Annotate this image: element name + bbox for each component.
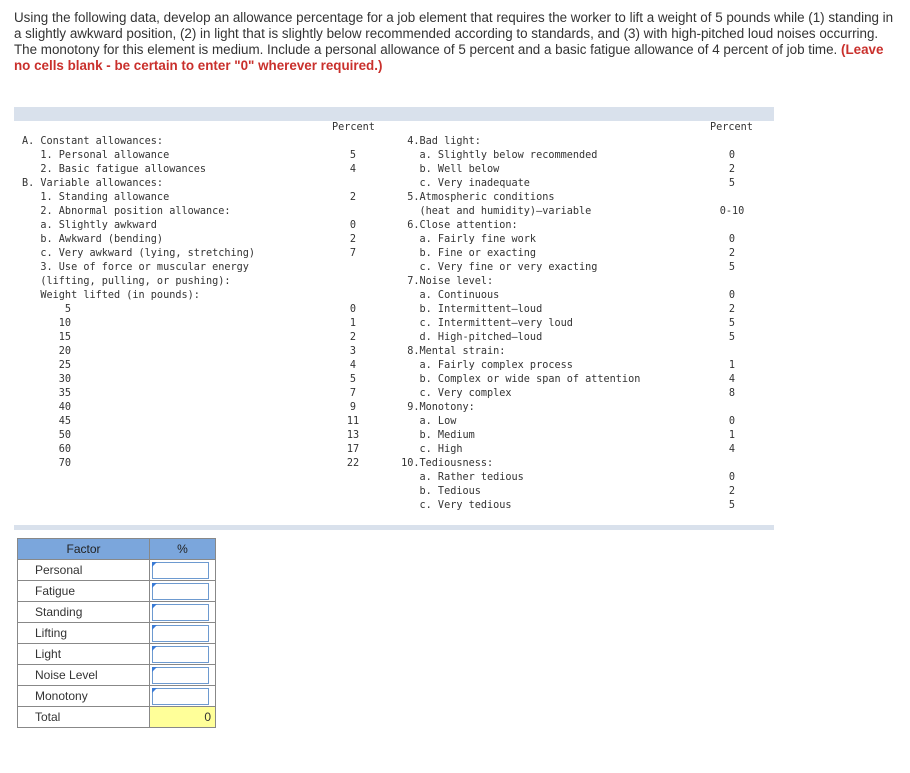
factor-label: Personal <box>18 560 150 581</box>
factor-label: Fatigue <box>18 581 150 602</box>
right-value: 1 <box>728 430 736 441</box>
left-label: a. Slightly awkward <box>22 220 157 231</box>
right-label: b. Intermittent—loud <box>395 304 543 315</box>
percent-cell <box>150 560 216 581</box>
left-value: 2 <box>349 332 357 343</box>
allowance-calc-table <box>17 538 216 728</box>
calc-row <box>18 602 216 623</box>
right-label: a. Fairly complex process <box>395 360 573 371</box>
left-label: 2. Basic fatigue allowances <box>22 164 207 175</box>
factor-label: Lifting <box>18 623 150 644</box>
left-label: 20 <box>22 346 72 357</box>
calc-row <box>18 665 216 686</box>
calc-table-body <box>18 560 216 728</box>
right-label: (heat and humidity)—variable <box>395 206 592 217</box>
total-row <box>18 707 216 728</box>
right-label: 10.Tediousness: <box>395 458 494 469</box>
left-value: 17 <box>346 444 360 455</box>
right-value: 0 <box>728 416 736 427</box>
right-label: b. Medium <box>395 430 475 441</box>
left-label: 70 <box>22 458 72 469</box>
percent-header: % <box>150 539 216 560</box>
left-label: 25 <box>22 360 72 371</box>
right-label: 6.Close attention: <box>395 220 518 231</box>
right-label: 5.Atmospheric conditions <box>395 192 555 203</box>
left-value: 11 <box>346 416 360 427</box>
total-label: Total <box>18 707 150 728</box>
factor-label: Standing <box>18 602 150 623</box>
right-label: 7.Noise level: <box>395 276 494 287</box>
right-label: a. Fairly fine work <box>395 234 537 245</box>
right-label: b. Complex or wide span of attention <box>395 374 641 385</box>
right-value: 0-10 <box>719 206 745 217</box>
calc-row <box>18 560 216 581</box>
left-value: 2 <box>349 234 357 245</box>
right-value: 5 <box>728 318 736 329</box>
right-value: 1 <box>728 360 736 371</box>
right-value: 8 <box>728 388 736 399</box>
right-value: 0 <box>728 150 736 161</box>
left-value: 22 <box>346 458 360 469</box>
right-value: 0 <box>728 290 736 301</box>
left-label: 50 <box>22 430 72 441</box>
total-value: 0 <box>150 707 216 728</box>
left-label: c. Very awkward (lying, stretching) <box>22 248 256 259</box>
right-label: a. Continuous <box>395 290 500 301</box>
right-label: c. Very complex <box>395 388 512 399</box>
percent-cell <box>150 644 216 665</box>
left-value: 2 <box>349 192 357 203</box>
right-label: b. Fine or exacting <box>395 248 537 259</box>
percent-input[interactable] <box>152 688 209 705</box>
left-value: 4 <box>349 164 357 175</box>
factor-label: Monotony <box>18 686 150 707</box>
left-value: 7 <box>349 388 357 399</box>
left-label: 35 <box>22 388 72 399</box>
left-value: 5 <box>349 374 357 385</box>
right-label: a. Rather tedious <box>395 472 524 483</box>
percent-cell <box>150 665 216 686</box>
right-label: a. Low <box>395 416 457 427</box>
left-label: 1. Personal allowance <box>22 150 170 161</box>
left-label: 60 <box>22 444 72 455</box>
left-value: 5 <box>349 150 357 161</box>
right-label: c. Very fine or very exacting <box>395 262 598 273</box>
left-label: b. Awkward (bending) <box>22 234 164 245</box>
left-value: 1 <box>349 318 357 329</box>
percent-cell <box>150 686 216 707</box>
left-label: 15 <box>22 332 72 343</box>
percent-input[interactable] <box>152 667 209 684</box>
right-value: 2 <box>728 164 736 175</box>
left-value: 3 <box>349 346 357 357</box>
question-text <box>14 10 894 74</box>
left-value: 0 <box>349 220 357 231</box>
right-label: c. High <box>395 444 463 455</box>
right-value: 2 <box>728 486 736 497</box>
left-value: 0 <box>349 304 357 315</box>
right-value: 4 <box>728 444 736 455</box>
left-label: B. Variable allowances: <box>22 178 164 189</box>
right-value: 5 <box>728 262 736 273</box>
right-label: c. Intermittent—very loud <box>395 318 573 329</box>
percent-input[interactable] <box>152 646 209 663</box>
left-label: 10 <box>22 318 72 329</box>
right-label: c. Very tedious <box>395 500 512 511</box>
right-label: 4.Bad light: <box>395 136 481 147</box>
right-value: 5 <box>728 178 736 189</box>
left-label: 3. Use of force or muscular energy <box>22 262 249 273</box>
percent-cell <box>150 581 216 602</box>
percent-input[interactable] <box>152 604 209 621</box>
right-label: 9.Monotony: <box>395 402 475 413</box>
percent-header-left: Percent <box>332 122 375 133</box>
left-label: 40 <box>22 402 72 413</box>
right-label: 8.Mental strain: <box>395 346 506 357</box>
left-label: 2. Abnormal position allowance: <box>22 206 231 217</box>
calc-row <box>18 686 216 707</box>
right-value: 4 <box>728 374 736 385</box>
question-warning: (Leave no cells blank - be certain to enter "0" wherever required.) <box>14 42 884 73</box>
right-value: 0 <box>728 472 736 483</box>
left-label: 30 <box>22 374 72 385</box>
left-value: 13 <box>346 430 360 441</box>
right-label: b. Well below <box>395 164 500 175</box>
left-value: 4 <box>349 360 357 371</box>
left-value: 7 <box>349 248 357 259</box>
calc-row <box>18 581 216 602</box>
right-value: 2 <box>728 248 736 259</box>
right-label: b. Tedious <box>395 486 481 497</box>
left-value: 9 <box>349 402 357 413</box>
percent-input[interactable] <box>152 562 209 579</box>
percent-cell <box>150 602 216 623</box>
reference-table <box>14 107 774 530</box>
left-label: 1. Standing allowance <box>22 192 170 203</box>
calc-row <box>18 623 216 644</box>
right-value: 5 <box>728 500 736 511</box>
factor-header: Factor <box>18 539 150 560</box>
right-label: c. Very inadequate <box>395 178 530 189</box>
left-label: 5 <box>22 304 72 315</box>
right-value: 2 <box>728 304 736 315</box>
factor-label: Light <box>18 644 150 665</box>
right-value: 5 <box>728 332 736 343</box>
percent-input[interactable] <box>152 583 209 600</box>
percent-input[interactable] <box>152 625 209 642</box>
left-label: (lifting, pulling, or pushing): <box>22 276 231 287</box>
factor-label: Noise Level <box>18 665 150 686</box>
right-label: d. High-pitched—loud <box>395 332 543 343</box>
left-label: A. Constant allowances: <box>22 136 164 147</box>
calc-row <box>18 644 216 665</box>
percent-header-right: Percent <box>710 122 753 133</box>
right-value: 0 <box>728 234 736 245</box>
percent-cell <box>150 623 216 644</box>
left-label: Weight lifted (in pounds): <box>22 290 200 301</box>
question-body: Using the following data, develop an allowance percentage for a job element that requires the worker to lift a weight of 5 pounds while (1) standing in a slightly awkward position, (2) in light that is slightly below recommended according to standards, and (3) with high-pitched loud noises occurring. The monotony for this element is medium. Include a personal allowance of 5 percent and a basic fatigue allowance of 4 percent of job time. <box>14 10 894 57</box>
left-label: 45 <box>22 416 72 427</box>
right-label: a. Slightly below recommended <box>395 150 598 161</box>
